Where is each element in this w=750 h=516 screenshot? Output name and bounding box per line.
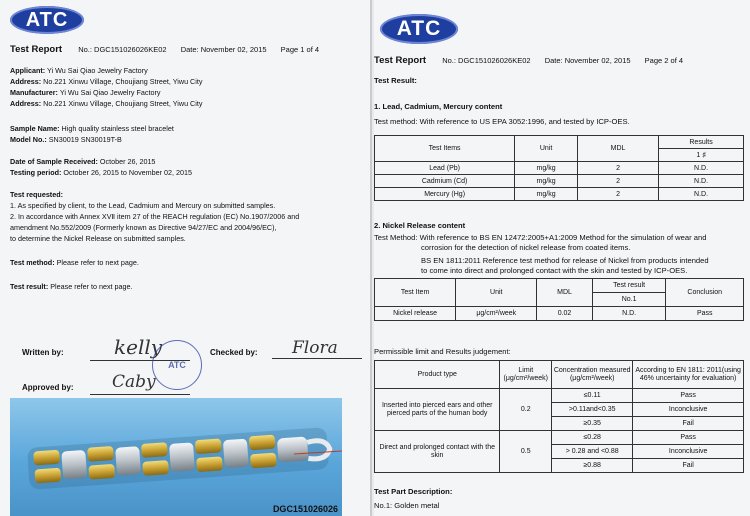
table-cell: N.D. (592, 307, 666, 321)
report-number: No.: DGC151026026KE02 (78, 45, 167, 54)
table-cell: Fail (633, 417, 744, 431)
section2-method: Test Method: With reference to BS EN 12472:2005+A1:2009 Method for the simulation of wear and (374, 233, 707, 242)
table-cell: N.D. (659, 188, 744, 201)
testing-period-line: Testing period: October 26, 2015 to November 02, 2015 (10, 168, 193, 177)
test-method-line: Test method: Please refer to next page. (10, 258, 139, 267)
table-header: Concentration measured (μg/cm²/week) (552, 361, 633, 389)
table-cell: 2 (577, 188, 658, 201)
page-number: Page 1 of 4 (280, 45, 320, 54)
table-cell: Pass (633, 389, 744, 403)
table-cell: 0.2 (500, 389, 552, 431)
manufacturer-address-line: Address: No.221 Xinwu Village, Choujiang Street, Yiwu City (10, 99, 203, 108)
test-requested-item: to determine the Nickel Release on submitted samples. (10, 234, 186, 243)
table-row (375, 307, 744, 321)
approved-by-signature: Caby (112, 372, 156, 392)
table-cell: ≥0.88 (552, 459, 633, 473)
table-header: Test result (592, 279, 666, 293)
table-header: Results (659, 136, 744, 149)
table-cell: >0.11and<0.35 (552, 403, 633, 417)
model-no-line: Model No.: SN30019 SN30019T-B (10, 135, 122, 144)
sample-name-line: Sample Name: High quality stainless steel bracelet (10, 124, 174, 133)
table-header: Unit (515, 136, 578, 162)
atc-logo: ATC (10, 6, 84, 34)
test-part-description: No.1: Golden metal (374, 501, 440, 510)
table-cell: ≥0.35 (552, 417, 633, 431)
nickel-release-table (374, 278, 744, 321)
report-title: Test Report (10, 44, 63, 55)
report-date: Date: November 02, 2015 (544, 56, 631, 65)
report-page-1 (0, 0, 372, 516)
test-requested-item: 2. In accordance with Annex XVⅡ item 27 of the REACH regulation (EC) No.1907/2006 and (10, 212, 300, 221)
report-date: Date: November 02, 2015 (180, 45, 267, 54)
table-cell: Nickel release (375, 307, 456, 321)
table-cell: mg/kg (515, 175, 578, 188)
table-header: Conclusion (666, 279, 744, 307)
test-result-line: Test result: Please refer to next page. (10, 282, 133, 291)
test-requested-item: 1. As specified by client, to the Lead, Cadmium and Mercury on submitted samples. (10, 201, 276, 210)
permissible-limit-label: Permissible limit and Results judgement: (374, 347, 511, 356)
table-header: Test Items (375, 136, 515, 162)
table-cell: 2 (577, 162, 658, 175)
section2-method: corrosion for the detection of nickel release from coated items. (421, 243, 631, 252)
table-row (375, 389, 744, 403)
table-cell: 0.5 (500, 431, 552, 473)
section2-method: BS EN 1811:2011 Reference test method for release of Nickel from products intended (421, 256, 709, 265)
photo-sample-id: DGC151026026 (272, 504, 338, 514)
table-header: MDL (537, 279, 592, 307)
table-cell: Lead (Pb) (375, 162, 515, 175)
approved-by-label: Approved by: (22, 383, 74, 392)
page-header (374, 55, 695, 66)
sample-photo (10, 398, 342, 516)
table-header: Limit (μg/cm²/week) (500, 361, 552, 389)
table-header: MDL (577, 136, 658, 162)
table-cell: N.D. (659, 175, 744, 188)
table-cell: 0.02 (537, 307, 592, 321)
bracelet-image (10, 398, 342, 516)
signature-line (90, 394, 190, 395)
section1-title: 1. Lead, Cadmium, Mercury content (374, 102, 503, 111)
report-page-2 (374, 0, 750, 516)
table-cell: N.D. (659, 162, 744, 175)
table-header: According to EN 1811: 2011(using 46% uncertainty for evaluation) (633, 361, 744, 389)
table-cell: mg/kg (515, 188, 578, 201)
test-requested-item: amendment No.552/2009 (Formerly known as Directive 94/27/EC and 2004/96/EC), (10, 223, 277, 232)
table-cell: ≤0.11 (552, 389, 633, 403)
table-row (375, 188, 744, 201)
date-received-line: Date of Sample Received: October 26, 2015 (10, 157, 156, 166)
table-cell: Fail (633, 459, 744, 473)
table-cell: ≤0.28 (552, 431, 633, 445)
page-header (10, 44, 331, 55)
table-row (375, 162, 744, 175)
table-cell: Mercury (Hg) (375, 188, 515, 201)
checked-by-signature: Flora (292, 338, 338, 358)
company-stamp: ATC (152, 340, 202, 390)
signature-line (272, 358, 362, 359)
table-cell: μg/cm²/week (456, 307, 537, 321)
test-requested-label: Test requested: (10, 190, 63, 199)
table-cell: Inconclusive (633, 403, 744, 417)
section2-method: to come into direct and prolonged contact with the skin and tested by ICP-OES. (421, 266, 688, 275)
table-cell: Inconclusive (633, 445, 744, 459)
written-by-label: Written by: (22, 348, 64, 357)
table-cell: mg/kg (515, 162, 578, 175)
report-number: No.: DGC151026026KE02 (442, 56, 531, 65)
table-subheader: 1 ♯ (659, 149, 744, 162)
applicant-address-line: Address: No.221 Xinwu Village, Choujiang Street, Yiwu City (10, 77, 203, 86)
checked-by-label: Checked by: (210, 348, 258, 357)
table-row (375, 431, 744, 445)
page-number: Page 2 of 4 (644, 56, 684, 65)
table-cell: Inserted into pierced ears and other pierced parts of the human body (375, 389, 500, 431)
table-subheader: No.1 (592, 293, 666, 307)
table-cell: Pass (633, 431, 744, 445)
table-cell: Direct and prolonged contact with the skin (375, 431, 500, 473)
table-cell: Cadmium (Cd) (375, 175, 515, 188)
table-cell: > 0.28 and <0.88 (552, 445, 633, 459)
table-cell: Pass (666, 307, 744, 321)
table-cell: 2 (577, 175, 658, 188)
written-by-signature: kelly (114, 335, 163, 359)
lead-cadmium-mercury-table (374, 135, 744, 201)
report-title: Test Report (374, 55, 427, 66)
section1-method: Test method: With reference to US EPA 3052:1996, and tested by ICP-OES. (374, 117, 630, 126)
table-header: Test Item (375, 279, 456, 307)
test-result-heading: Test Result: (374, 76, 417, 85)
test-part-description-label: Test Part Description: (374, 487, 453, 496)
permissible-limit-table (374, 360, 744, 473)
section2-title: 2. Nickel Release content (374, 221, 466, 230)
table-header: Product type (375, 361, 500, 389)
table-row (375, 175, 744, 188)
table-header: Unit (456, 279, 537, 307)
applicant-line: Applicant: Yi Wu Sai Qiao Jewelry Factory (10, 66, 148, 75)
atc-logo: ATC (380, 14, 458, 44)
manufacturer-line: Manufacturer: Yi Wu Sai Qiao Jewelry Factory (10, 88, 161, 97)
